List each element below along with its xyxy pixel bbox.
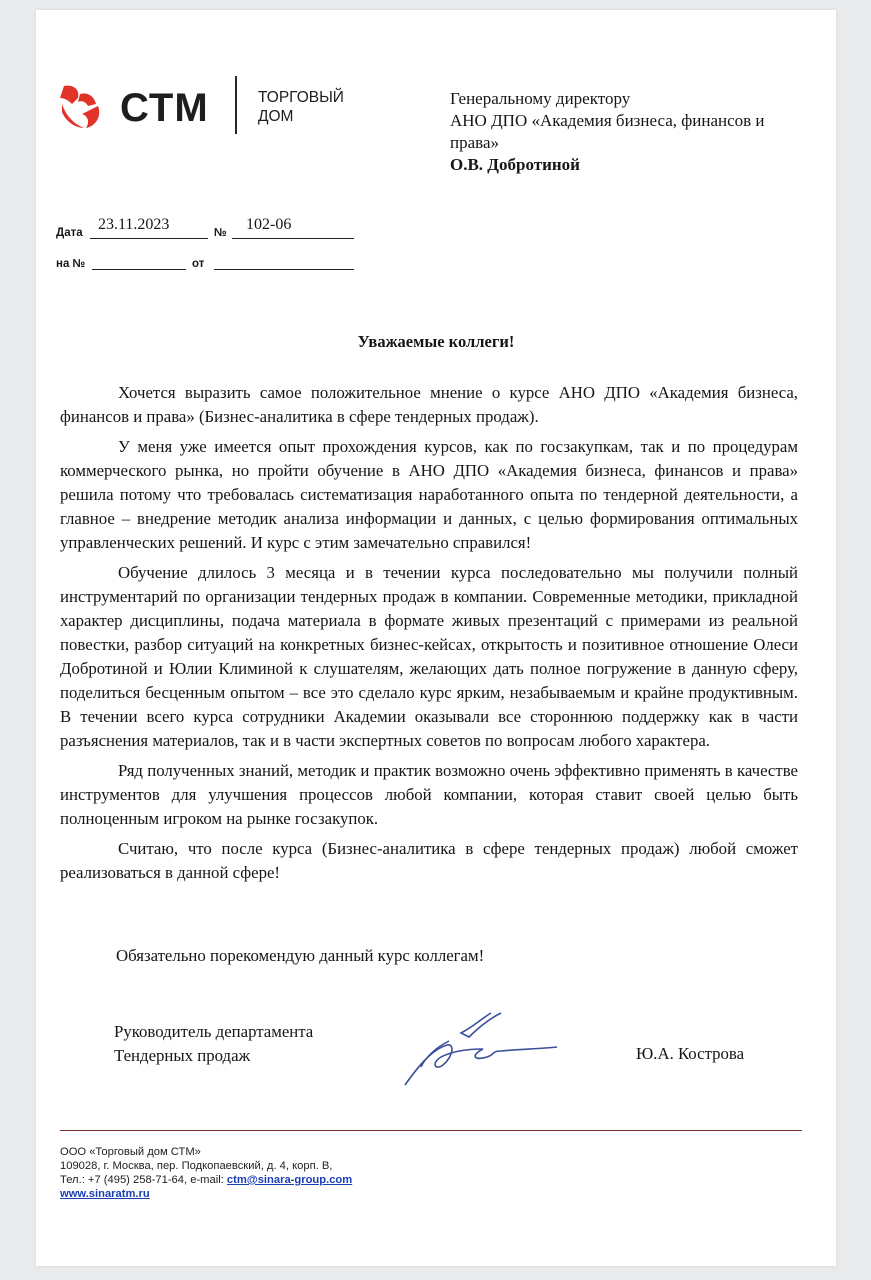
logo-sub-line2: ДОМ — [258, 108, 294, 125]
paragraph-1: Хочется выразить самое положительное мнение о курсе АНО ДПО «Академия бизнеса, финансов и права» (Бизнес-аналитика в сфере тендерных продаж). — [60, 383, 798, 426]
ref-number-underline — [92, 269, 186, 270]
addressee-block — [450, 88, 820, 176]
signer-name: Ю.А. Кострова — [636, 1044, 745, 1063]
ref-date-label: от — [192, 258, 205, 270]
footer-phone: Тел.: +7 (495) 258-71-64, e-mail: — [60, 1174, 227, 1186]
logo-divider — [235, 76, 237, 134]
closing-line: Обязательно порекомендую данный курс коллегам! — [116, 946, 485, 965]
date-underline — [90, 238, 208, 239]
footer-contacts — [60, 1173, 352, 1187]
ref-number-label: на № — [56, 258, 86, 270]
ref-date-underline — [214, 269, 354, 270]
footer-address: 109028, г. Москва, пер. Подкопаевский, д. 4, корп. В, — [60, 1160, 333, 1172]
logo-subtitle — [258, 88, 344, 126]
letter-page — [36, 10, 836, 1266]
paragraph-5: Считаю, что после курса (Бизнес-аналитика в сфере тендерных продаж) любой сможет реализоваться в данной сфере! — [60, 839, 798, 882]
number-label: № — [214, 227, 227, 239]
addressee-line3: права» — [450, 133, 499, 152]
addressee-name: О.В. Добротиной — [450, 155, 580, 174]
signer-position — [114, 1020, 313, 1068]
logo-sub-line1: ТОРГОВЫЙ — [258, 89, 344, 106]
addressee-line2: АНО ДПО «Академия бизнеса, финансов и — [450, 111, 765, 130]
paragraph-4: Ряд полученных знаний, методик и практик возможно очень эффективно применять в качестве инструментов для улучшения процессов любой компании, которая ставит своей целью быть полноценным игроком на рынке госзакупок. — [60, 761, 798, 828]
addressee-line1: Генеральному директору — [450, 89, 631, 108]
date-label: Дата — [56, 227, 83, 239]
number-value: 102-06 — [246, 216, 292, 233]
paragraph-3: Обучение длилось 3 месяца и в течении курса последовательно мы получили полный инструментарий по организации тендерных продаж в компании. Современные методики, прикладной характер дисциплины, подача материала в формате живых презентаций с примерами из реальной повестки, разбор ситуаций на конкретных бизнес-кейсах, открытость и позитивное отношение Олеси Добротиной и Юлии Климиной к слушателям, желающих дать полное погружение в данную сферу, поделиться бесценным опытом – все это сделало курс ярким, незабываемым и крайне продуктивным. В течении всего курса сотрудники Академии оказывали все стороннюю поддержку как в части разъяснения материалов, так и в части экспертных советов по вопросам любого характера. — [60, 563, 798, 750]
logo-wordmark: СТМ — [120, 86, 209, 130]
salutation: Уважаемые коллеги! — [357, 332, 515, 351]
date-value: 23.11.2023 — [98, 216, 170, 233]
number-underline — [232, 238, 354, 239]
signer-position-line1: Руководитель департамента — [114, 1022, 314, 1041]
footer-block — [60, 1145, 352, 1201]
footer-website-link[interactable]: www.sinaratm.ru — [60, 1188, 150, 1200]
signer-position-line2: Тендерных продаж — [114, 1046, 251, 1065]
paragraph-2: У меня уже имеется опыт прохождения курсов, как по госзакупкам, так и по процедурам коммерческого рынка, но пройти обучение в АНО ДПО «Академия бизнеса, финансов и права» решила потому что требовалась систематизация наработанного опыта по тендерной деятельности, а главное – внедрение методик анализа информации и данных, с целью формирования оптимальных управленческих решений. И курс с этим замечательно справился! — [60, 437, 798, 552]
footer-divider — [60, 1130, 802, 1131]
letter-body — [60, 381, 798, 891]
footer-company: ООО «Торговый дом СТМ» — [60, 1146, 201, 1158]
ctm-logo-icon — [58, 82, 104, 130]
handwritten-signature-icon — [361, 1005, 561, 1095]
footer-email-link[interactable]: ctm@sinara-group.com — [226, 1174, 353, 1186]
